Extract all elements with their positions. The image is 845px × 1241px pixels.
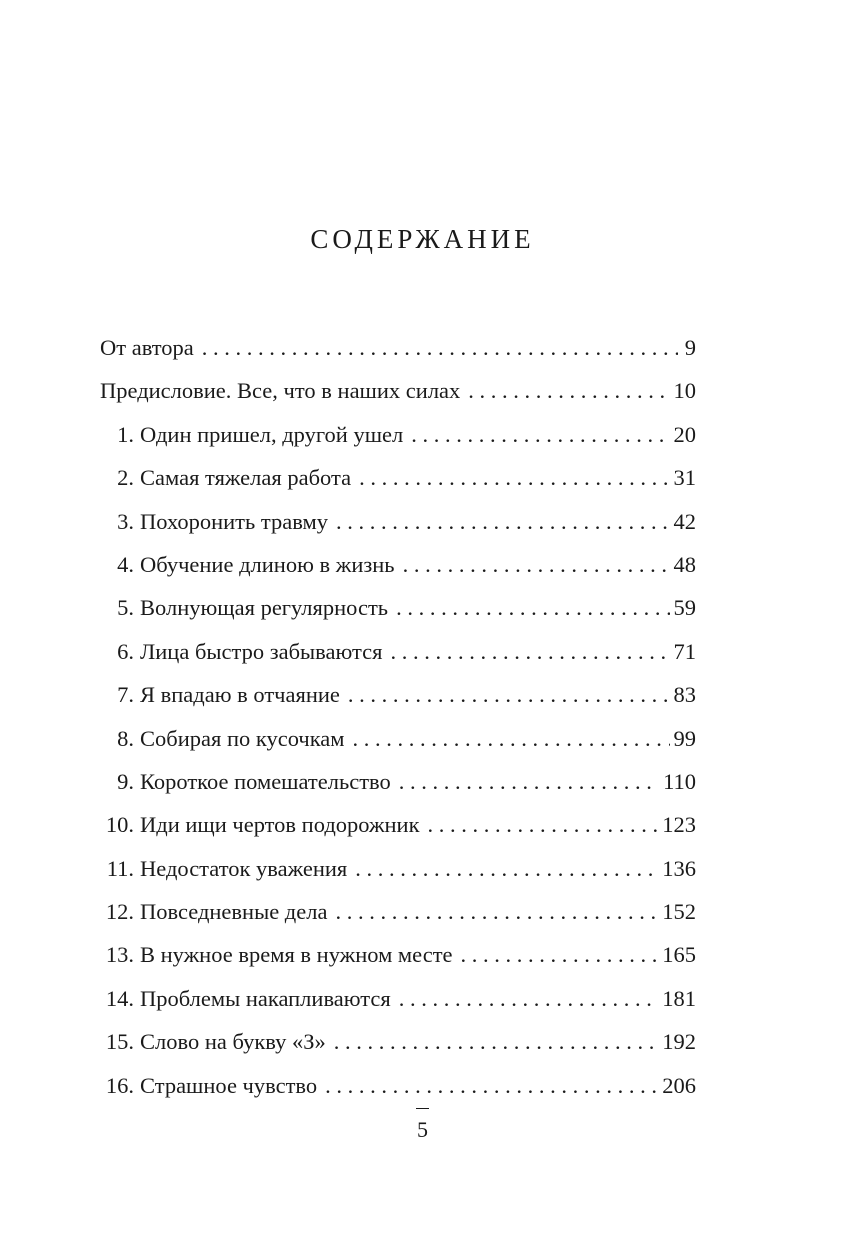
toc-entry-page: 59 [673, 595, 696, 621]
toc-entry-preface[interactable] [100, 369, 696, 412]
dot-leader [468, 369, 669, 412]
toc-entry-chapter-2[interactable] [100, 456, 696, 499]
toc-entry-number: 16. [105, 1072, 134, 1098]
table-of-contents [100, 326, 696, 1107]
toc-entry-page: 123 [662, 812, 696, 838]
toc-entry-title: Самая тяжелая работа [140, 465, 352, 491]
toc-entry-title: Короткое помешательство [140, 768, 391, 794]
toc-entry-foreword-author[interactable] [100, 326, 696, 369]
toc-entry-chapter-10[interactable] [100, 803, 696, 846]
toc-entry-chapter-7[interactable] [100, 673, 696, 716]
toc-entry-title: Лица быстро забываются [140, 638, 383, 664]
toc-entry-page: 152 [662, 899, 696, 925]
toc-entry-chapter-16[interactable] [100, 1064, 696, 1107]
dot-leader [334, 1020, 658, 1063]
dot-leader [403, 543, 670, 586]
toc-entry-page: 20 [673, 421, 696, 447]
page-title: СОДЕРЖАНИЕ [310, 224, 535, 254]
dot-leader [411, 413, 669, 456]
toc-entry-title: Собирая по кусочкам [140, 725, 345, 751]
toc-entry-number: 10. [105, 812, 134, 838]
toc-entry-number: 2. [117, 465, 134, 491]
toc-entry-chapter-12[interactable] [100, 890, 696, 933]
toc-entry-chapter-5[interactable] [100, 586, 696, 629]
toc-entry-title: Похоронить травму [140, 508, 328, 534]
toc-entry-chapter-4[interactable] [100, 543, 696, 586]
page-number: 5 [417, 1117, 428, 1142]
toc-entry-chapter-3[interactable] [100, 500, 696, 543]
toc-entry-number: 6. [117, 638, 134, 664]
toc-entry-page: 10 [673, 378, 696, 404]
toc-entry-title: От автора [100, 335, 194, 360]
toc-entry-number: 4. [117, 551, 134, 577]
toc-entry-title: Обучение длиною в жизнь [140, 551, 395, 577]
toc-entry-chapter-15[interactable] [100, 1020, 696, 1063]
toc-entry-title: Иди ищи чертов подорожник [140, 812, 420, 838]
dot-leader [325, 1064, 658, 1107]
dot-leader [359, 456, 669, 499]
toc-entry-chapter-14[interactable] [100, 977, 696, 1020]
dot-leader [390, 630, 669, 673]
toc-entry-title: Один пришел, другой ушел [140, 421, 404, 447]
dot-leader [348, 673, 670, 716]
footer-rule [416, 1108, 429, 1109]
toc-entry-number: 8. [117, 725, 134, 751]
toc-entry-title: Слово на букву «З» [140, 1029, 326, 1055]
toc-entry-title: Проблемы накапливаются [140, 985, 391, 1011]
toc-entry-number: 3. [117, 508, 134, 534]
page-footer [0, 1108, 845, 1143]
toc-entry-page: 99 [673, 725, 696, 751]
toc-entry-title: В нужное время в нужном месте [140, 942, 453, 968]
toc-entry-title: Я впадаю в отчаяние [140, 682, 340, 708]
toc-entry-title: Предисловие. Все, что в наших силах [100, 378, 461, 404]
toc-entry-chapter-11[interactable] [100, 847, 696, 890]
toc-entry-chapter-8[interactable] [100, 717, 696, 760]
toc-entry-page: 83 [673, 682, 696, 708]
toc-entry-number: 11. [106, 855, 134, 881]
toc-entry-page: 206 [662, 1072, 696, 1098]
toc-entry-page: 165 [662, 942, 696, 968]
dot-leader [396, 586, 669, 629]
dot-leader [353, 717, 670, 760]
toc-entry-page: 48 [673, 551, 696, 577]
dot-leader [461, 933, 659, 976]
toc-entry-page: 9 [684, 335, 696, 360]
dot-leader [202, 326, 678, 369]
toc-entry-page: 71 [673, 638, 696, 664]
dot-leader [428, 803, 659, 846]
toc-entry-number: 12. [105, 899, 134, 925]
dot-leader [335, 890, 658, 933]
toc-entry-chapter-13[interactable] [100, 933, 696, 976]
toc-entry-page: 42 [673, 508, 696, 534]
toc-entry-page: 192 [662, 1029, 696, 1055]
toc-entry-number: 9. [117, 768, 134, 794]
toc-entry-title: Повседневные дела [140, 899, 328, 925]
toc-entry-page: 110 [663, 768, 696, 794]
dot-leader [336, 500, 670, 543]
dot-leader [399, 977, 659, 1020]
toc-entry-chapter-1[interactable] [100, 413, 696, 456]
toc-entry-number: 7. [117, 682, 134, 708]
toc-entry-number: 1. [117, 421, 134, 447]
toc-entry-number: 14. [105, 985, 134, 1011]
toc-entry-title: Страшное чувство [140, 1072, 318, 1098]
toc-entry-chapter-9[interactable] [100, 760, 696, 803]
toc-entry-page: 181 [662, 985, 696, 1011]
toc-entry-title: Недостаток уважения [140, 855, 348, 881]
dot-leader [399, 760, 659, 803]
dot-leader [355, 847, 658, 890]
toc-entry-page: 31 [673, 465, 696, 491]
toc-entry-title: Волнующая регулярность [140, 595, 389, 621]
toc-entry-chapter-6[interactable] [100, 630, 696, 673]
toc-entry-number: 13. [105, 942, 134, 968]
toc-entry-number: 5. [117, 595, 134, 621]
toc-entry-number: 15. [105, 1029, 134, 1055]
toc-entry-page: 136 [662, 855, 696, 881]
